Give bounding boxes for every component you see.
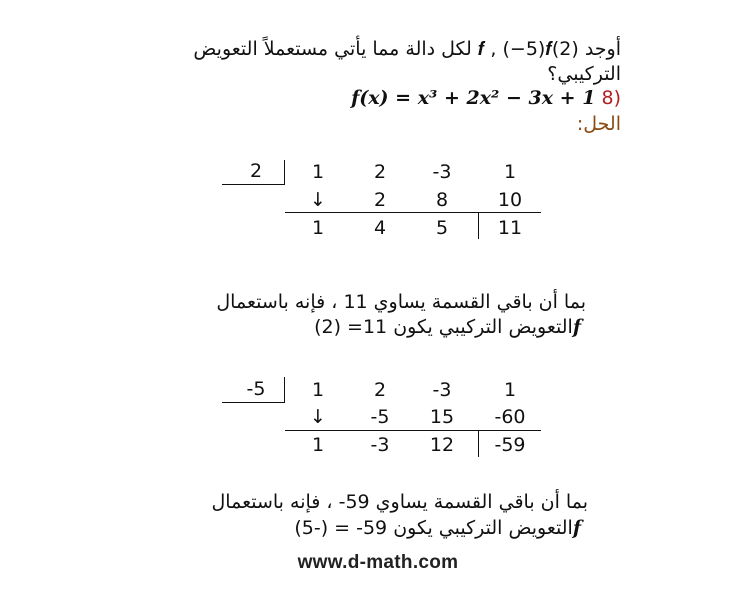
question-line-1: أوجد (2)𝒇 , (−5)𝒇 لكل دالة مما يأتي مستعملاً التعويض [193, 38, 621, 60]
row2-cell: 15 [429, 406, 455, 428]
function-symbol: 𝒇 [572, 316, 581, 338]
row1-cell: 1 [503, 161, 517, 183]
divisor: -5 [246, 378, 266, 400]
row2-cell: 10 [497, 189, 523, 211]
question-number: 8) [601, 87, 621, 109]
site-watermark: www.d-math.com [297, 552, 459, 573]
remainder-bar [478, 431, 479, 457]
row3-cell: 1 [311, 217, 325, 239]
remainder: 11 [497, 217, 523, 239]
remainder: -59 [494, 434, 526, 456]
row2-cell: -5 [370, 406, 390, 428]
row3-cell: -3 [370, 434, 390, 456]
row1-cell: 1 [311, 161, 325, 183]
result-2-line-2 [294, 517, 581, 539]
row1-cell: -3 [432, 161, 452, 183]
row3-cell: 12 [429, 434, 455, 456]
question-line-2: التركيبي؟ [547, 63, 621, 85]
remainder-bar [478, 213, 479, 239]
down-arrow: ↓ [310, 189, 326, 211]
row3-cell: 1 [311, 434, 325, 456]
solution-label: الحل: [576, 113, 621, 135]
question-equation-line [351, 87, 621, 109]
row2-cell: -60 [494, 406, 526, 428]
row1-cell: 1 [503, 379, 517, 401]
result-2-line-1: بما أن باقي القسمة يساوي 59- ، فإنه باستعمال [211, 491, 588, 513]
divisor-bar [284, 160, 285, 185]
divisor-underline [222, 184, 284, 185]
divisor-bar [284, 377, 285, 403]
sum-line [285, 212, 541, 213]
result-1-line-2 [314, 316, 581, 338]
function-symbol: 𝒇 [572, 517, 581, 539]
row2-cell: 2 [373, 189, 387, 211]
divisor-underline [222, 402, 284, 403]
row1-cell: -3 [432, 379, 452, 401]
down-arrow: ↓ [310, 406, 326, 428]
result-1-text: التعويض التركيبي يكون 11= (2) [314, 316, 573, 338]
result-1-line-1: بما أن باقي القسمة يساوي 11 ، فإنه باستعمال [216, 291, 586, 313]
row1-cell: 2 [373, 379, 387, 401]
row2-cell: 8 [435, 189, 449, 211]
result-2-text: التعويض التركيبي يكون 59- = (-5) [294, 517, 573, 539]
row3-cell: 5 [435, 217, 449, 239]
row3-cell: 4 [373, 217, 387, 239]
row1-cell: 2 [373, 161, 387, 183]
divisor: 2 [249, 160, 263, 182]
equation: f(x) = x³ + 2x² − 3x + 1 [351, 87, 596, 109]
row1-cell: 1 [311, 379, 325, 401]
sum-line [285, 430, 541, 431]
